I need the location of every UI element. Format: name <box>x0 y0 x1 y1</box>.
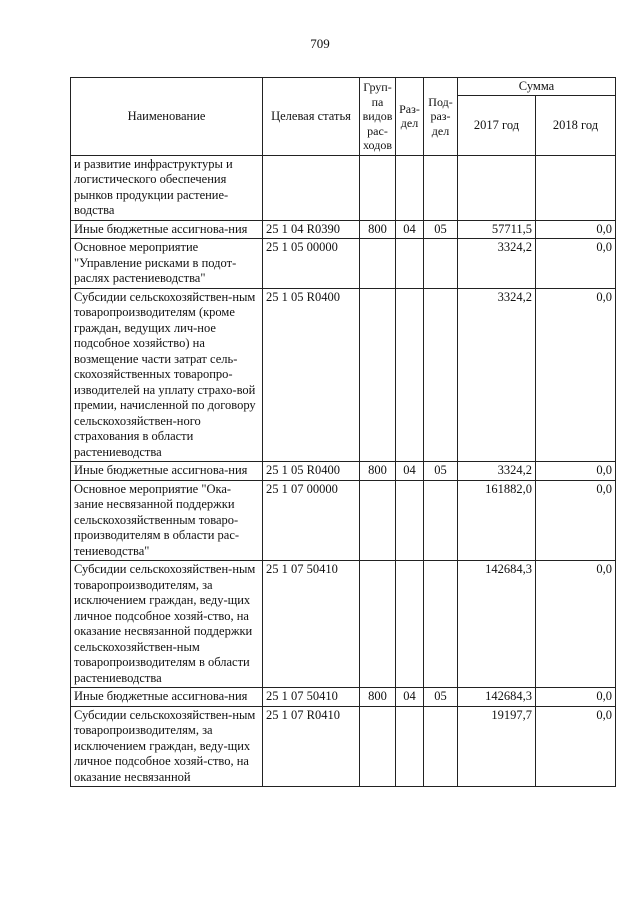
cell-section: 04 <box>396 462 424 481</box>
cell-name: и развитие инфраструктуры и логистического обеспечения рынков продукции растение-водства <box>71 155 263 220</box>
cell-sum-2018: 0,0 <box>536 462 616 481</box>
cell-subsection <box>424 155 458 220</box>
cell-code <box>263 155 360 220</box>
cell-group <box>360 706 396 787</box>
cell-subsection <box>424 561 458 688</box>
cell-sum-2018: 0,0 <box>536 688 616 707</box>
cell-sum-2017: 57711,5 <box>458 220 536 239</box>
cell-section <box>396 288 424 462</box>
cell-name: Иные бюджетные ассигнова-ния <box>71 688 263 707</box>
cell-section <box>396 561 424 688</box>
table-header <box>71 78 616 156</box>
table-row <box>71 706 616 787</box>
cell-group <box>360 561 396 688</box>
table-row <box>71 462 616 481</box>
cell-sum-2017: 161882,0 <box>458 480 536 561</box>
header-subsection: Под-раз-дел <box>424 78 458 156</box>
cell-subsection: 05 <box>424 220 458 239</box>
cell-code: 25 1 05 00000 <box>263 239 360 289</box>
cell-name: Иные бюджетные ассигнова-ния <box>71 462 263 481</box>
cell-sum-2017 <box>458 155 536 220</box>
header-year-2017: 2017 год <box>458 95 536 155</box>
cell-code: 25 1 07 50410 <box>263 688 360 707</box>
cell-group: 800 <box>360 462 396 481</box>
page-number: 709 <box>310 36 330 51</box>
cell-sum-2018: 0,0 <box>536 561 616 688</box>
cell-sum-2018: 0,0 <box>536 220 616 239</box>
cell-group <box>360 480 396 561</box>
header-sum: Сумма <box>458 78 616 96</box>
header-target-article: Целевая статья <box>263 78 360 156</box>
cell-code: 25 1 05 R0400 <box>263 288 360 462</box>
table-row <box>71 239 616 289</box>
budget-table <box>70 77 616 787</box>
header-name: Наименование <box>71 78 263 156</box>
header-year-2018: 2018 год <box>536 95 616 155</box>
cell-code: 25 1 07 R0410 <box>263 706 360 787</box>
cell-section <box>396 480 424 561</box>
cell-name: Субсидии сельскохозяйствен-ным товаропроизводителям, за исключением граждан, веду-щих личное подсобное хозяй-ство, на оказание несвязанной <box>71 706 263 787</box>
table-row <box>71 220 616 239</box>
cell-section: 04 <box>396 688 424 707</box>
cell-sum-2018: 0,0 <box>536 239 616 289</box>
cell-sum-2018: 0,0 <box>536 480 616 561</box>
cell-section <box>396 239 424 289</box>
cell-name: Субсидии сельскохозяйствен-ным товаропроизводителям (кроме граждан, ведущих лич-ное подсобное хозяйство) на возмещение части затрат сель-скохозяйственных товаропро-изводителей на уплату страхо-вой премии, начисленной по договору сельскохозяйствен-ного страхования в области растениеводства <box>71 288 263 462</box>
cell-code: 25 1 04 R0390 <box>263 220 360 239</box>
cell-section <box>396 155 424 220</box>
table-row <box>71 480 616 561</box>
cell-sum-2018: 0,0 <box>536 706 616 787</box>
header-section: Раз-дел <box>396 78 424 156</box>
table-row <box>71 288 616 462</box>
table-row <box>71 561 616 688</box>
cell-subsection <box>424 239 458 289</box>
cell-name: Основное мероприятие "Ока-зание несвязанной поддержки сельскохозяйственным товаро-производителям в области рас-тениеводства" <box>71 480 263 561</box>
header-expense-group: Груп-па видов рас-ходов <box>360 78 396 156</box>
cell-subsection: 05 <box>424 688 458 707</box>
table-row <box>71 155 616 220</box>
cell-group: 800 <box>360 220 396 239</box>
cell-group <box>360 155 396 220</box>
cell-code: 25 1 07 50410 <box>263 561 360 688</box>
cell-sum-2017: 142684,3 <box>458 688 536 707</box>
cell-code: 25 1 05 R0400 <box>263 462 360 481</box>
cell-section <box>396 706 424 787</box>
cell-subsection <box>424 706 458 787</box>
cell-sum-2017: 3324,2 <box>458 288 536 462</box>
cell-subsection <box>424 288 458 462</box>
cell-sum-2017: 3324,2 <box>458 239 536 289</box>
cell-code: 25 1 07 00000 <box>263 480 360 561</box>
cell-subsection <box>424 480 458 561</box>
cell-sum-2017: 3324,2 <box>458 462 536 481</box>
cell-group <box>360 288 396 462</box>
cell-subsection: 05 <box>424 462 458 481</box>
cell-name: Субсидии сельскохозяйствен-ным товаропроизводителям, за исключением граждан, веду-щих личное подсобное хозяй-ство, на оказание несвязанной поддержки сельскохозяйствен-ным товаропроизводителям в области растениеводства <box>71 561 263 688</box>
cell-group: 800 <box>360 688 396 707</box>
cell-sum-2017: 19197,7 <box>458 706 536 787</box>
cell-group <box>360 239 396 289</box>
cell-sum-2018: 0,0 <box>536 288 616 462</box>
cell-section: 04 <box>396 220 424 239</box>
table-row <box>71 688 616 707</box>
cell-name: Иные бюджетные ассигнова-ния <box>71 220 263 239</box>
cell-sum-2017: 142684,3 <box>458 561 536 688</box>
cell-sum-2018 <box>536 155 616 220</box>
cell-name: Основное мероприятие "Управление рисками в подот-раслях растениеводства" <box>71 239 263 289</box>
